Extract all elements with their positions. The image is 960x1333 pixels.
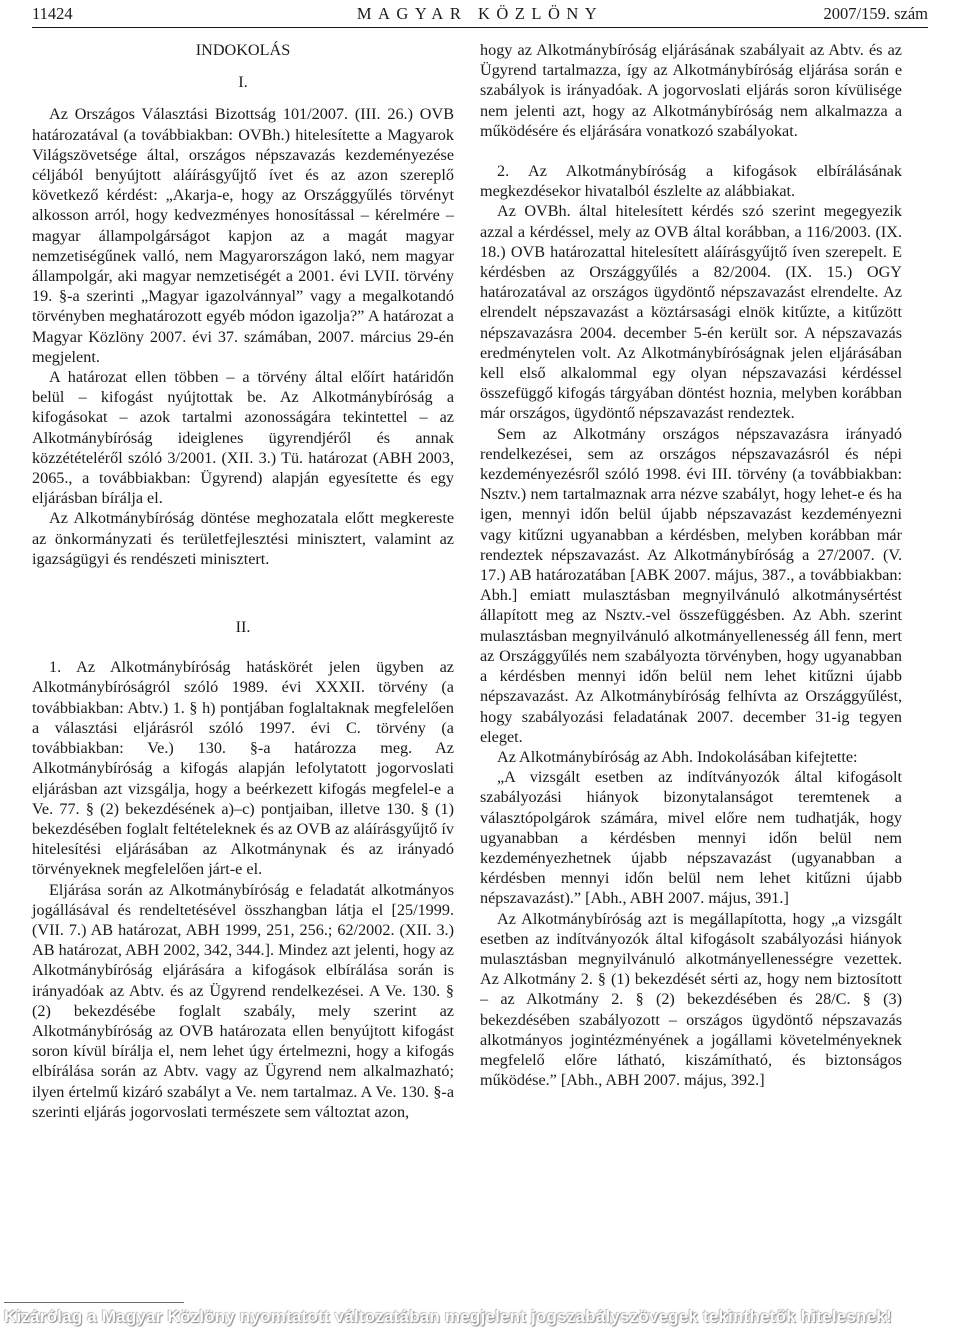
right-column [480,40,902,1090]
paragraph: hogy az Alkotmánybíróság eljárásának szabályait az Abtv. és az Ügyrend tartalmazza, így az Alkotmánybíróság eljárása során e szabályok is irányadóak. A jogorvoslati eljárás soron kívülisége nem jelenti azt, hogy az Alkotmánybíróság nem alkalmazza a működésére és eljárására vonatkozó szabályokat. [480,41,902,140]
paragraph: 1. Az Alkotmánybíróság hatáskörét jelen ügyben az Alkotmánybíróságról szóló 1989. évi XXXII. törvény (a továbbiakban: Abtv.) 1. § h) pontjában foglaltaknak megfelelően a választási eljárásról szóló 1997. évi C. törvény (a továbbiakban: Ve.) 130. §-a határozza meg. Az Alkotmánybíróság a kifogás alapján lefolytatott jogorvoslati eljárásban azt vizsgálja, hogy a beérkezett kifogás megfelel-e a Ve. 77. § (2) bekezdésének a)–c) pontjaiban, illetve 130. § (1) bekezdésében foglalt feltételeknek és az OVB az aláírásgyűjtő ív hitelesítési eljárásában az Alkotmánynak és az irányadó törvényeknek megfelelően járt-e el. [32,658,454,879]
publication-title: MAGYAR KÖZLÖNY [356,4,604,23]
authenticity-notice: Kizárólag a Magyar Közlöny nyomtatott változatában megjelent jogszabályszövegek tekinthetők hitelesnek! [4,1307,892,1326]
paragraph: Az Alkotmánybíróság az Abh. Indokolásában kifejtette: [497,747,858,766]
paragraph: Az Alkotmánybíróság azt is megállapította, hogy „a vizsgált esetben az indítványozók által kifogásolt szabályozási hiányok mulasztásban megnyilvánuló alkotmányellenességre vezettek. Az Alkotmány 2. § (1) bekezdését sérti az, hogy nem biztosított – az Alkotmány 2. § (2) bekezdésében és 28/C. § (3) bekezdésében szabályozott – országos ügydöntő népszavazás alkotmányos jogintézményének a jogállami követelményeknek megfelelő előre látható, kiszámítható, és biztonságos működése.” [Abh., ABH 2007. május, 392.] [480,909,902,1090]
header-rule [32,27,928,28]
document-heading: INDOKOLÁS [195,41,291,59]
paragraph: 2. Az Alkotmánybíróság a kifogások elbírálásának megkezdésekor hivatalból észlelte az alábbiakat. [480,162,902,201]
paragraph: Az OVBh. által hitelesített kérdés szó szerint megegyezik azzal a kérdéssel, mely az OVB által korábban, a 116/2003. (IX. 18.) OVB határozattal hitelesített aláírásgyűjtő íven szerepelt. E kérdésben az Országgyűlés a 82/2004. (IX. 15.) OGY határozatával az országos ügydöntő népszavazást elrendelte. Az elrendelt népszavazást a köztársasági elnök kitűzte, a kitűzött népszavazásra 2004. december 5-én került sor. A népszavazás eredménytelen volt. Az Alkotmánybíróságnak jelen eljárásában kell első alkalommal egy olyan népszavazási kérdéssel összefüggő kifogás tárgyában döntést hoznia, melyben korábban már országos, ügydöntő népszavazást rendeztek. [480,202,902,423]
section-heading-one: I. [238,73,248,92]
section-heading-two: II. [235,618,251,637]
paragraph: Az Alkotmánybíróság döntése meghozatala előtt megkereste az önkormányzati és területfejlesztési minisztert, valamint az igazságügyi és rendészeti minisztert. [32,509,454,568]
page-header [32,2,928,28]
issue-number: 2007/159. szám [823,4,928,23]
paragraph: Sem az Alkotmány országos népszavazásra irányadó rendelkezései, sem az országos népszavazásról és népi kezdeményezésről szóló 1998. évi III. törvény (a továbbiakban: Nsztv.) nem tartalmaznak arra nézve szabályt, hogy lehet-e és ha igen, mennyi időn belül újabb népszavazást kezdeményezni vagy kitűzni ugyanabban a kérdésben, melyben korábban már rendeztek népszavazást. Az Alkotmánybíróság a 27/2007. (V. 17.) AB határozatában [ABK 2007. május, 387., a továbbiakban: Abh.] emiatt mulasztásban megnyilvánuló alkotmánysértést állapított meg az Nsztv.-vel összefüggésben. Az Abh. szerint mulasztásban megnyilvánuló alkotmányellenesség áll fenn, mert az Országgyűlés nem szabályozta törvényben, hogy ugyanabban a kérdésben mennyi időn belül nem lehet kitűzni újabb népszavazást. Az Alkotmánybíróság felhívta az Országgyűlést, hogy szabályozási feladatának 2007. december 31-ig tegyen eleget. [480,424,902,746]
quotation: „A vizsgált esetben az indítványozók által kifogásolt szabályozási hiányok bizonytalanságot teremtenek a választópolgárok számára, mivel előre nem tudhatják, hogy ugyanabban a kérdésben mennyi időn belül nem kezdeményezhetnek újabb népszavazást (ugyanabban a kérdésben mennyi időn belül nem lehet kitűzni újabb népszavazást).” [Abh., ABH 2007. május, 391.] [480,768,902,908]
paragraph: A határozat ellen többen – a törvény által előírt határidőn belül – kifogást nyújtottak be. Az Alkotmánybíróság a kifogásokat – azok tartalmi azonosságára tekintettel – az Alkotmánybíróság ideiglenes ügyrendjéről és annak közzétételéről szóló 3/2001. (XII. 3.) Tü. határozat (ABH 2003, 2065., a továbbiakban: Ügyrend) alapján egyesítette és egy eljárásban bírálja el. [32,368,454,508]
paragraph: Az Országos Választási Bizottság 101/2007. (III. 26.) OVB határozatával (a továbbiakban: OVBh.) hitelesítette a Magyarok Világszövetsége által, országos népszavazás kezdeményezése céljából benyújtott aláírásgyűjtő ívet és az azon szereplő következő kérdést: „Akarja-e, hogy az Országgyűlés törvényt alkosson arról, hogy kedvezményes honosítással – kérelmére – magyar állampolgárságot kapjon az a magát magyar nemzetiségűnek valló, nem Magyarországon lakó, nem magyar állampolgár, aki magyar nemzetiségét a 2001. évi LVII. törvény 19. §-a szerinti „Magyar igazolvánnyal” vagy a megalkotandó törvényben meghatározott egyéb módon igazolja?” A határozat a Magyar Közlöny 2007. évi 37. számában, 2007. március 29-én megjelent. [32,105,454,366]
left-column [32,40,454,1122]
page-number: 11424 [32,4,73,23]
footer-rule [4,1302,184,1303]
paragraph: Eljárása során az Alkotmánybíróság e feladatát alkotmányos jogállásával és rendeltetésével összhangban látja el [25/1999. (VII. 7.) AB határozat, ABH 1999, 251, 256.; 62/2002. (XII. 3.) AB határozat, ABH 2002, 342, 344.]. Mindez azt jelenti, hogy az Alkotmánybíróság eljárására a kifogások elbírálása során is irányadóak az Abtv. és az Ügyrend rendelkezései. A Ve. 130. § (2) bekezdésébe foglalt szabály, mely szerint az Alkotmánybíróság az OVB határozata ellen benyújtott kifogást soron kívül bírálja el, nem lehet úgy értelmezni, hogy a kifogás elbírálása során az Abtv. vagy az Ügyrend nem alkalmazható; ilyen értelmű kizáró szabályt a Ve. nem tartalmaz. A Ve. 130. §-a szerinti eljárás jogorvoslati természete sem változtat azon, [32,880,454,1121]
